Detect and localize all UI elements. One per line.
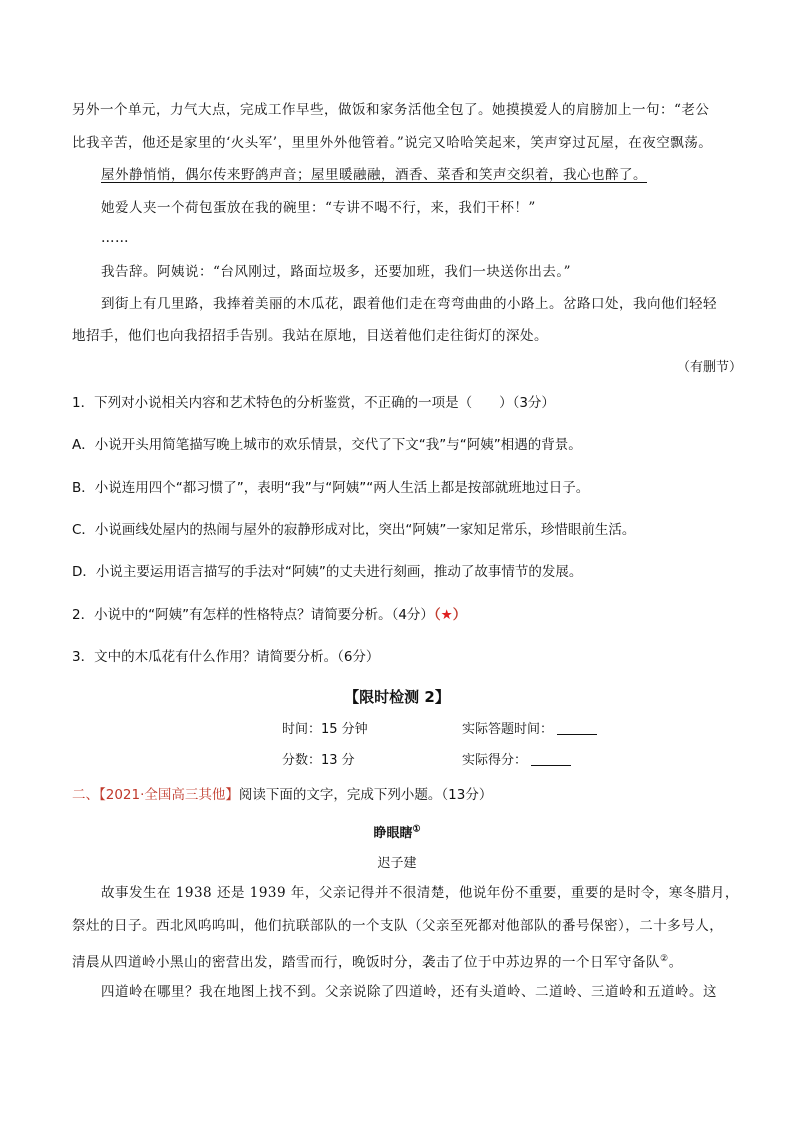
story2-line-text: 清晨从四道岭小黑山的密营出发，踏雪而行，晚饭时分，袭击了位于中苏边界的一个日军守备队 [72,954,660,971]
story1-ellipsis: …… [101,230,129,246]
actual-score-blank[interactable] [531,765,571,766]
total-score: 分数：13 分 [282,753,355,768]
story1-underlined-sentence: 屋外静悄悄，偶尔传来野鸽声音；屋里暖融融，酒香、菜香和笑声交织着，我心也醉了。 [101,167,647,183]
question-2-text: 2．小说中的“阿姨”有怎样的性格特点？请简要分析。（4分） [72,607,434,623]
section-2-prefix: 二、 [72,787,99,803]
option-d: D．小说主要运用语言描写的手法对“阿姨”的丈夫进行刻画，推动了故事情节的发展。 [72,564,583,580]
story2-author: 迟子建 [377,856,417,871]
story1-paragraph-line: 地招手，他们也向我招招手告别。我站在原地，目送着他们走往街灯的深处。 [72,328,548,344]
source-tag: 【2021·全国高三其他】 [99,787,239,803]
difficulty-open-paren: （ [433,607,441,623]
star-icon: ★ [440,607,453,623]
story1-paragraph: 她爱人夹一个荷包蛋放在我的碗里：“专讲不喝不行，来，我们干杯！” [101,200,536,216]
section-2-instruction [72,785,492,805]
story2-paragraph-line: 故事发生在 1938 还是 1939 年，父亲记得并不很清楚，他说年份不重要，重要的是时令，寒冬腊月， [101,885,739,901]
story2-paragraph-line [72,949,683,973]
story1-paragraph-line: 到街上有几里路，我捧着美丽的木瓜花，跟着他们走在弯弯曲曲的小路上。岔路口处，我向他们轻轻 [101,296,717,312]
story2-line-end: 。 [668,954,683,971]
section-heading: 【限时检测 2】 [344,688,450,706]
story2-paragraph-line: 四道岭在哪里？我在地图上找不到。父亲说除了四道岭，还有头道岭、二道岭、三道岭和五道岭。这 [101,984,717,1000]
footnote-1-marker: ① [412,824,421,835]
story1-paragraph-line: 比我辛苦，他还是家里的‘火头军’，里里外外他管着。”说完又哈哈笑起来，笑声穿过瓦屋，在夜空飘荡。 [72,135,713,151]
option-a: A．小说开头用简笔描写晚上城市的欢乐情景，交代了下文“我”与“阿姨”相遇的背景。 [72,437,582,453]
question-1: 1．下列对小说相关内容和艺术特色的分析鉴赏，不正确的一项是（ ）（3分） [72,395,555,411]
time-limit: 时间：15 分钟 [282,722,368,737]
story2-paragraph-line: 祭灶的日子。西北风呜呜叫，他们抗联部队的一个支队（父亲至死都对他部队的番号保密），二十多号人， [72,918,724,934]
actual-score [462,749,571,768]
story1-paragraph: 我告辞。阿姨说：“台风刚过，路面垃圾多，还要加班，我们一块送你出去。” [101,264,572,280]
actual-score-label: 实际得分： [462,753,528,768]
footnote-2-marker: ② [660,954,669,964]
option-c: C．小说画线处屋内的热闹与屋外的寂静形成对比，突出“阿姨”一家知足常乐，珍惜眼前生活。 [72,522,636,538]
actual-answer-time-label: 实际答题时间： [462,722,554,737]
story2-title-text: 睁眼瞎 [373,826,413,841]
story2-title [0,822,794,841]
answer-time-blank[interactable] [557,734,597,735]
question-2 [72,605,466,625]
question-3: 3．文中的木瓜花有什么作用？请简要分析。（6分） [72,649,380,665]
source-note: （有删节） [676,360,742,375]
story1-paragraph-line: 另外一个单元，力气大点，完成工作早些，做饭和家务活他全包了。她摸摸爱人的肩膀加上一句：“老公 [72,102,710,118]
section-2-instruction-text: 阅读下面的文字，完成下列小题。（13分） [238,787,493,803]
option-b: B．小说连用四个“都习惯了”，表明“我”与“阿姨”“两人生活上都是按部就班地过日子。 [72,480,590,496]
actual-answer-time [462,718,597,737]
difficulty-close-paren: ） [452,607,467,623]
